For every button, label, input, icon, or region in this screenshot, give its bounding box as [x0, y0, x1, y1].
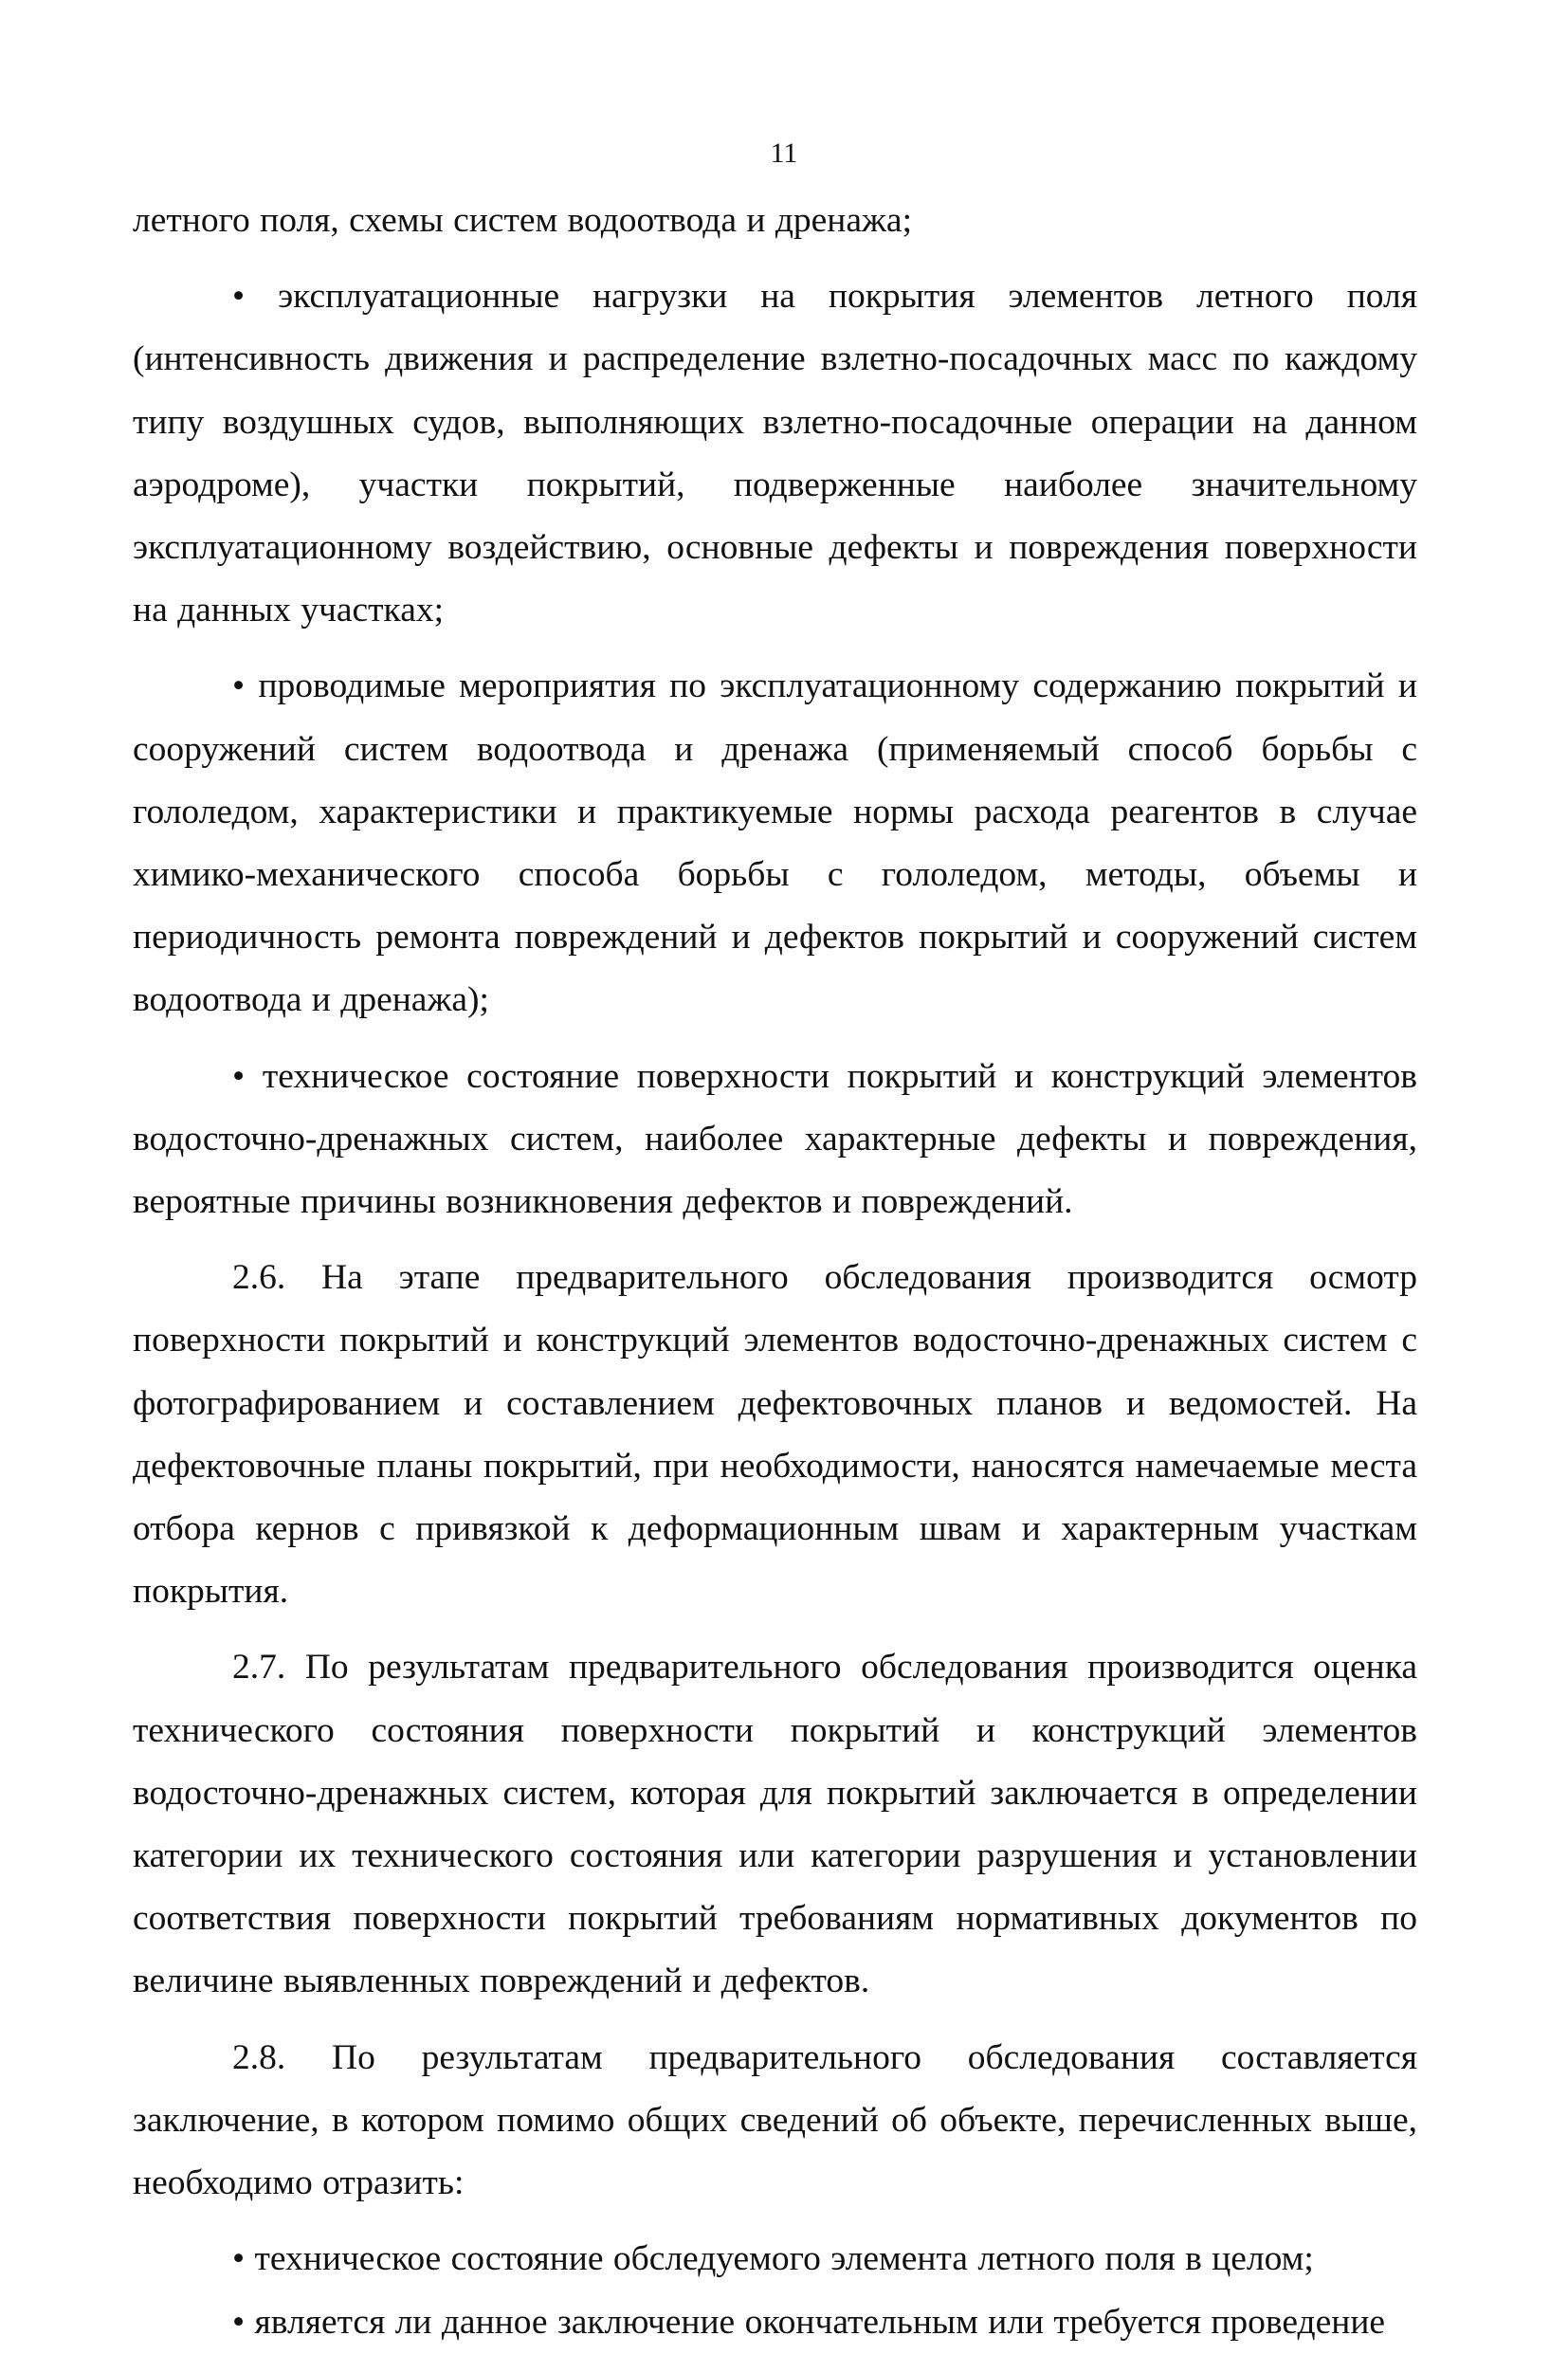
bullet-icon: • [232, 2239, 246, 2279]
paragraph-text: эксплуатационные нагрузки на покрытия элементов летного поля (интенсивность движения и распределение взлетно-посадочных масс по каждому типу воздушных судов, выполняющих взлетно-посадочные операции на данном аэродроме), участки покрытий, подверженные наиболее значительному эксплуатационному воздействию, основные дефекты и повреждения поверхности на данных участках; [133, 277, 1417, 630]
paragraph-text: 2.6. На этапе предварительного обследования производится осмотр поверхности покрытий и конструкций элементов водосточно-дренажных систем с фотографированием и составлением дефектовочных планов и ведомостей. На дефектовочные планы покрытий, при необходимости, наносятся намечаемые места отбора кернов с привязкой к деформационным швам и характерным участкам покрытия. [133, 1258, 1417, 1612]
paragraph-text: 2.7. По результатам предварительного обследования производится оценка технического состояния поверхности покрытий и конструкций элементов водосточно-дренажных систем, которая для покрытий заключается в определении категории их технического состояния или категории разрушения и установлении соответствия поверхности покрытий требованиям нормативных документов по величине выявленных повреждений и дефектов. [133, 1648, 1417, 2001]
page-number: 11 [770, 137, 798, 169]
paragraph-text: техническое состояние поверхности покрытий и конструкций элементов водосточно-дренажных систем, наиболее характерные дефекты и повреждения, вероятные причины возникновения дефектов и повреждений. [133, 1056, 1418, 1222]
bullet-icon: • [232, 2302, 246, 2342]
bullet-item-operational-loads [133, 265, 1417, 642]
bullet-item-final-conclusion [133, 2291, 1417, 2354]
bullet-icon: • [232, 666, 246, 706]
paragraph-continuation [133, 190, 1417, 252]
bullet-item-overall-condition [133, 2228, 1417, 2290]
section-2-6-paragraph [133, 1247, 1417, 1623]
paragraph-text: 2.8. По результатам предварительного обследования составляется заключение, в котором помимо общих сведений об объекте, перечисленных выше, необходимо отразить: [133, 2037, 1417, 2203]
bullet-item-maintenance-measures [133, 655, 1417, 1031]
bullet-icon: • [232, 277, 246, 317]
bullet-icon: • [232, 1056, 246, 1096]
paragraph-text: проводимые мероприятия по эксплуатационному содержанию покрытий и сооружений систем водоотвода и дренажа (применяемый способ борьбы с гололедом, характеристики и практикуемые нормы расхода реагентов в случае химико-механического способа борьбы с гололедом, методы, объемы и периодичность ремонта повреждений и дефектов покрытий и сооружений систем водоотвода и дренажа); [133, 666, 1417, 1020]
paragraph-text: техническое состояние обследуемого элемента летного поля в целом; [254, 2239, 1314, 2279]
bullet-item-technical-condition [133, 1046, 1417, 1234]
page-body [133, 190, 1417, 2354]
section-2-7-paragraph [133, 1636, 1417, 2013]
paragraph-text: летного поля, схемы систем водоотвода и дренажа; [133, 201, 912, 240]
section-2-8-paragraph [133, 2027, 1417, 2216]
paragraph-text: является ли данное заключение окончательным или требуется проведение [254, 2302, 1386, 2342]
